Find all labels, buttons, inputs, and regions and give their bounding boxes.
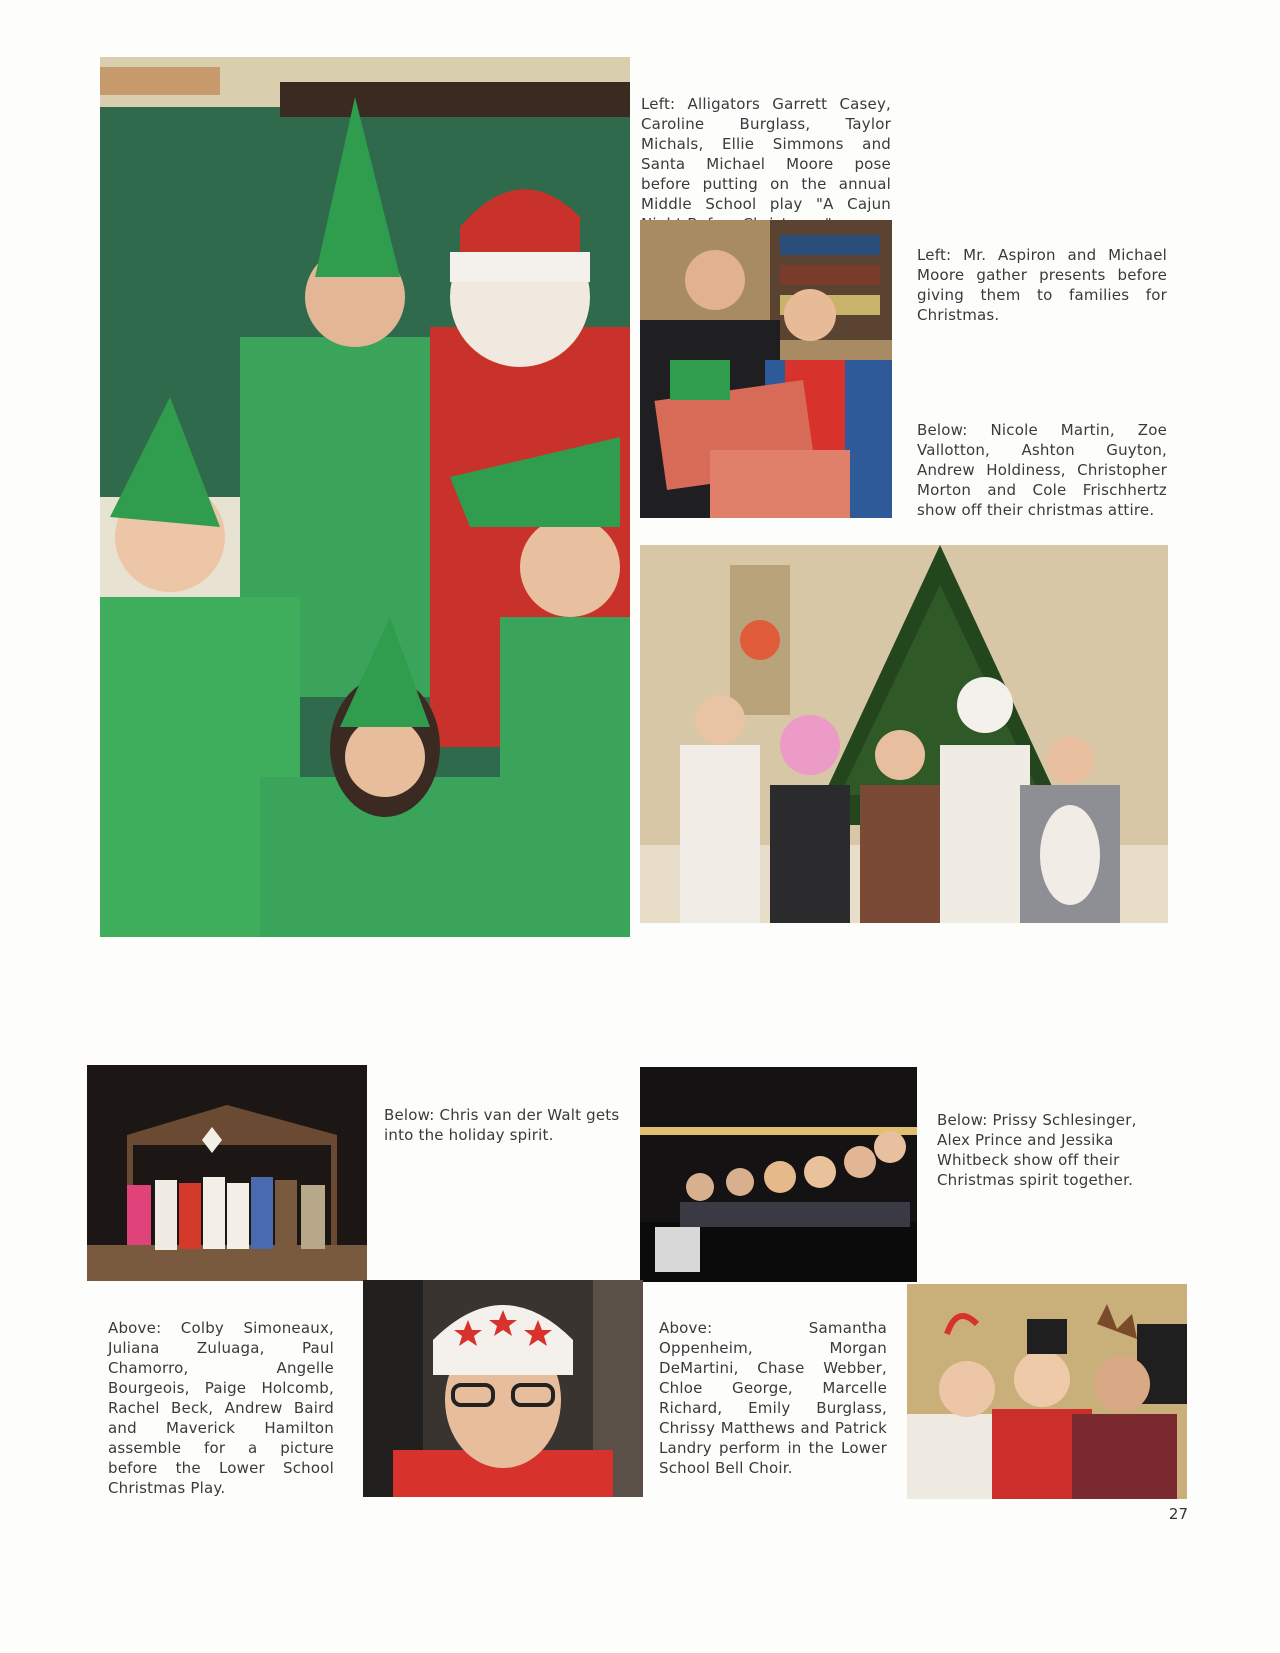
photo-alligators-santa: [100, 57, 630, 937]
caption-chris: Below: Chris van der Walt gets into the holiday spirit.: [384, 1106, 620, 1144]
page-number: 27: [1168, 1505, 1188, 1523]
caption-costumes: Below: Nicole Martin, Zoe Vallotton, Ashton Guyton, Andrew Holdiness, Christopher Morton and Cole Frischhertz show off their christmas attire.: [917, 421, 1167, 519]
caption-alligators: Left: Alligators Garrett Casey, Caroline Burglass, Taylor Michals, Ellie Simmons and Santa Michael Moore pose before putting on the annual Middle School play "A Cajun: [641, 95, 891, 213]
photo-christmas-spirit-together: [907, 1284, 1187, 1499]
photo-gathering-presents: [640, 220, 892, 518]
photo-chris-van-der-walt: [363, 1280, 643, 1497]
caption-presents: Left: Mr. Aspiron and Michael Moore gather presents before giving them to families for Christmas.: [917, 246, 1167, 324]
photo-bell-choir: [640, 1067, 917, 1282]
photo-lower-school-play: [87, 1065, 367, 1281]
photo-christmas-attire: [640, 545, 1168, 923]
caption-prissy: Below: Prissy Schlesinger, Alex Prince and Jessika Whitbeck show off their Christmas spirit together.: [937, 1111, 1137, 1189]
caption-bell-choir: Above: Samantha Oppenheim, Morgan DeMartini, Chase Webber, Chloe George, Marcelle Richard, Emily Burglass, Chrissy Matthews and Patrick Landry perform in the Lower School Bell Choir.: [659, 1319, 887, 1477]
caption-lower-school-play: Above: Colby Simoneaux, Juliana Zuluaga, Paul Chamorro, Angelle Bourgeois, Paige Holcomb, Rachel Beck, Andrew Baird and Maverick Hamilton assemble for a picture before the Lower School Christmas Play.: [108, 1319, 334, 1497]
